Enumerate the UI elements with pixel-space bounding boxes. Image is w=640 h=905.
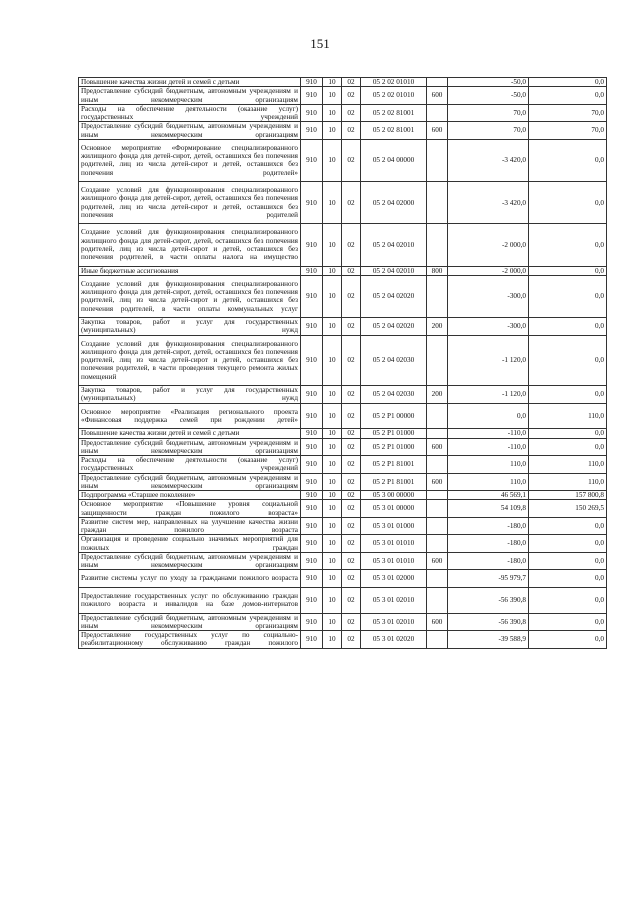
- grbs-code-cell: 910: [301, 500, 323, 518]
- table-row: [79, 587, 607, 613]
- subsection-code-cell: 02: [342, 78, 361, 87]
- subsection-code-cell: 02: [342, 517, 361, 535]
- table-row: [79, 182, 607, 224]
- target-article-cell: 05 2 P1 00000: [361, 403, 427, 429]
- expense-name-cell: Создание условий для функционирования специализированного жилищного фонда для детей-сирот, детей, оставшихся без попечения родителей, лиц из числа детей-сирот и детей, оставшихся без попечения родителей: [79, 182, 301, 224]
- table-row: [79, 78, 607, 87]
- amount-year1-cell: -110,0: [448, 438, 529, 456]
- table-row: [79, 552, 607, 570]
- amount-year1-cell: -1 120,0: [448, 335, 529, 386]
- amount-year1-cell: -56 390,8: [448, 613, 529, 631]
- amount-year1-cell: -180,0: [448, 535, 529, 553]
- section-code-cell: 10: [323, 87, 342, 105]
- target-article-cell: 05 2 02 01010: [361, 87, 427, 105]
- grbs-code-cell: 910: [301, 104, 323, 122]
- table-row: [79, 87, 607, 105]
- amount-year2-cell: 0,0: [529, 587, 607, 613]
- expense-type-cell: [427, 570, 448, 588]
- expense-name-cell: Предоставление субсидий бюджетным, автономным учреждениям и иным некоммерческим организациям: [79, 473, 301, 491]
- table-row: [79, 613, 607, 631]
- expense-type-cell: [427, 491, 448, 500]
- expense-type-cell: [427, 517, 448, 535]
- grbs-code-cell: 910: [301, 335, 323, 386]
- section-code-cell: 10: [323, 456, 342, 474]
- section-code-cell: 10: [323, 335, 342, 386]
- amount-year2-cell: 0,0: [529, 429, 607, 438]
- subsection-code-cell: 02: [342, 438, 361, 456]
- grbs-code-cell: 910: [301, 87, 323, 105]
- amount-year1-cell: -1 120,0: [448, 386, 529, 404]
- amount-year2-cell: 0,0: [529, 266, 607, 275]
- table-row: [79, 335, 607, 386]
- target-article-cell: 05 3 01 02020: [361, 631, 427, 649]
- table-row: [79, 224, 607, 266]
- table-body: [79, 78, 607, 649]
- grbs-code-cell: 910: [301, 491, 323, 500]
- grbs-code-cell: 910: [301, 631, 323, 649]
- grbs-code-cell: 910: [301, 587, 323, 613]
- subsection-code-cell: 02: [342, 456, 361, 474]
- section-code-cell: 10: [323, 491, 342, 500]
- section-code-cell: 10: [323, 266, 342, 275]
- target-article-cell: 05 2 02 01010: [361, 78, 427, 87]
- grbs-code-cell: 910: [301, 613, 323, 631]
- expense-type-cell: 600: [427, 122, 448, 140]
- subsection-code-cell: 02: [342, 335, 361, 386]
- expense-name-cell: Развитие систем мер, направленных на улучшение качества жизни граждан пожилого возраста: [79, 517, 301, 535]
- amount-year2-cell: 0,0: [529, 275, 607, 317]
- table-row: [79, 631, 607, 649]
- grbs-code-cell: 910: [301, 318, 323, 336]
- expense-type-cell: [427, 78, 448, 87]
- page-number: 151: [310, 36, 330, 51]
- target-article-cell: 05 3 01 02000: [361, 570, 427, 588]
- target-article-cell: 05 3 01 02010: [361, 613, 427, 631]
- section-code-cell: 10: [323, 552, 342, 570]
- expense-type-cell: [427, 456, 448, 474]
- subsection-code-cell: 02: [342, 552, 361, 570]
- subsection-code-cell: 02: [342, 318, 361, 336]
- amount-year1-cell: 54 109,8: [448, 500, 529, 518]
- amount-year2-cell: 0,0: [529, 182, 607, 224]
- expense-name-cell: Создание условий для функционирования специализированного жилищного фонда для детей-сирот, детей, оставшихся без попечения родителей, лиц из числа детей-сирот и детей, оставшихся без попечения родителей, в части оплаты налога на имущество: [79, 224, 301, 266]
- target-article-cell: 05 2 04 00000: [361, 139, 427, 181]
- amount-year2-cell: 150 269,5: [529, 500, 607, 518]
- target-article-cell: 05 3 01 01000: [361, 517, 427, 535]
- expense-name-cell: Повышение качества жизни детей и семей с детьми: [79, 429, 301, 438]
- expense-name-cell: Основное мероприятие «Реализация регионального проекта «Финансовая поддержка семей при рождении детей»: [79, 403, 301, 429]
- target-article-cell: 05 2 04 02010: [361, 266, 427, 275]
- grbs-code-cell: 910: [301, 139, 323, 181]
- table-row: [79, 535, 607, 553]
- amount-year1-cell: -3 420,0: [448, 182, 529, 224]
- grbs-code-cell: 910: [301, 473, 323, 491]
- amount-year2-cell: 110,0: [529, 456, 607, 474]
- table-row: [79, 403, 607, 429]
- amount-year2-cell: 0,0: [529, 335, 607, 386]
- expense-name-cell: Подпрограмма «Старшее поколение»: [79, 491, 301, 500]
- amount-year1-cell: 110,0: [448, 456, 529, 474]
- expense-type-cell: 600: [427, 87, 448, 105]
- amount-year1-cell: -2 000,0: [448, 266, 529, 275]
- table-row: [79, 473, 607, 491]
- table-row: [79, 517, 607, 535]
- grbs-code-cell: 910: [301, 266, 323, 275]
- expense-name-cell: Развитие системы услуг по уходу за гражданами пожилого возраста: [79, 570, 301, 588]
- amount-year1-cell: -300,0: [448, 318, 529, 336]
- expense-name-cell: Повышение качества жизни детей и семей с детьми: [79, 78, 301, 87]
- grbs-code-cell: 910: [301, 535, 323, 553]
- table-row: [79, 275, 607, 317]
- expense-type-cell: 600: [427, 613, 448, 631]
- target-article-cell: 05 2 P1 01000: [361, 429, 427, 438]
- amount-year1-cell: -50,0: [448, 78, 529, 87]
- target-article-cell: 05 3 01 00000: [361, 500, 427, 518]
- amount-year2-cell: 0,0: [529, 318, 607, 336]
- expense-type-cell: [427, 224, 448, 266]
- expense-type-cell: [427, 535, 448, 553]
- subsection-code-cell: 02: [342, 87, 361, 105]
- grbs-code-cell: 910: [301, 275, 323, 317]
- amount-year2-cell: 0,0: [529, 78, 607, 87]
- amount-year2-cell: 110,0: [529, 473, 607, 491]
- subsection-code-cell: 02: [342, 429, 361, 438]
- target-article-cell: 05 3 01 01010: [361, 552, 427, 570]
- expense-name-cell: Основное мероприятие «Формирование специализированного жилищного фонда для детей-сирот, детей, оставшихся без попечения родителей, лиц из числа детей-сирот и детей, оставшихся без попечения родителей»: [79, 139, 301, 181]
- table-row: [79, 386, 607, 404]
- target-article-cell: 05 3 01 01010: [361, 535, 427, 553]
- section-code-cell: 10: [323, 275, 342, 317]
- amount-year1-cell: 70,0: [448, 104, 529, 122]
- expense-type-cell: [427, 429, 448, 438]
- amount-year1-cell: 46 569,1: [448, 491, 529, 500]
- amount-year1-cell: -300,0: [448, 275, 529, 317]
- grbs-code-cell: 910: [301, 570, 323, 588]
- table-row: [79, 500, 607, 518]
- amount-year2-cell: 70,0: [529, 104, 607, 122]
- amount-year1-cell: 0,0: [448, 403, 529, 429]
- section-code-cell: 10: [323, 535, 342, 553]
- grbs-code-cell: 910: [301, 224, 323, 266]
- amount-year2-cell: 0,0: [529, 535, 607, 553]
- amount-year2-cell: 0,0: [529, 438, 607, 456]
- expense-type-cell: [427, 500, 448, 518]
- subsection-code-cell: 02: [342, 535, 361, 553]
- target-article-cell: 05 2 02 81001: [361, 104, 427, 122]
- table-row: [79, 438, 607, 456]
- section-code-cell: 10: [323, 139, 342, 181]
- amount-year2-cell: 0,0: [529, 631, 607, 649]
- subsection-code-cell: 02: [342, 139, 361, 181]
- section-code-cell: 10: [323, 631, 342, 649]
- amount-year2-cell: 0,0: [529, 570, 607, 588]
- target-article-cell: 05 2 04 02030: [361, 386, 427, 404]
- section-code-cell: 10: [323, 386, 342, 404]
- grbs-code-cell: 910: [301, 517, 323, 535]
- subsection-code-cell: 02: [342, 122, 361, 140]
- grbs-code-cell: 910: [301, 182, 323, 224]
- amount-year2-cell: 157 800,8: [529, 491, 607, 500]
- section-code-cell: 10: [323, 570, 342, 588]
- target-article-cell: 05 2 P1 81001: [361, 473, 427, 491]
- grbs-code-cell: 910: [301, 552, 323, 570]
- section-code-cell: 10: [323, 613, 342, 631]
- table-row: [79, 429, 607, 438]
- section-code-cell: 10: [323, 104, 342, 122]
- amount-year1-cell: -39 588,9: [448, 631, 529, 649]
- amount-year1-cell: 110,0: [448, 473, 529, 491]
- expense-name-cell: Расходы на обеспечение деятельности (оказание услуг) государственных учреждений: [79, 456, 301, 474]
- section-code-cell: 10: [323, 122, 342, 140]
- expense-type-cell: [427, 631, 448, 649]
- amount-year1-cell: -110,0: [448, 429, 529, 438]
- expense-type-cell: 600: [427, 473, 448, 491]
- grbs-code-cell: 910: [301, 386, 323, 404]
- amount-year2-cell: 0,0: [529, 224, 607, 266]
- amount-year2-cell: 0,0: [529, 386, 607, 404]
- expense-name-cell: Предоставление субсидий бюджетным, автономным учреждениям и иным некоммерческим организациям: [79, 613, 301, 631]
- amount-year2-cell: 110,0: [529, 403, 607, 429]
- table-row: [79, 491, 607, 500]
- expense-type-cell: 600: [427, 552, 448, 570]
- subsection-code-cell: 02: [342, 224, 361, 266]
- section-code-cell: 10: [323, 224, 342, 266]
- amount-year1-cell: -180,0: [448, 552, 529, 570]
- expense-type-cell: 800: [427, 266, 448, 275]
- target-article-cell: 05 2 04 02020: [361, 318, 427, 336]
- section-code-cell: 10: [323, 587, 342, 613]
- target-article-cell: 05 3 01 02010: [361, 587, 427, 613]
- amount-year1-cell: -180,0: [448, 517, 529, 535]
- amount-year1-cell: -2 000,0: [448, 224, 529, 266]
- expense-name-cell: Иные бюджетные ассигнования: [79, 266, 301, 275]
- subsection-code-cell: 02: [342, 386, 361, 404]
- target-article-cell: 05 2 04 02020: [361, 275, 427, 317]
- expense-type-cell: 200: [427, 318, 448, 336]
- target-article-cell: 05 3 00 00000: [361, 491, 427, 500]
- amount-year2-cell: 0,0: [529, 613, 607, 631]
- expense-name-cell: Основное мероприятие «Повышение уровня социальной защищенности граждан пожилого возраста»: [79, 500, 301, 518]
- expense-name-cell: Предоставление субсидий бюджетным, автономным учреждениям и иным некоммерческим организациям: [79, 87, 301, 105]
- expense-type-cell: [427, 104, 448, 122]
- target-article-cell: 05 2 P1 01000: [361, 438, 427, 456]
- expense-name-cell: Создание условий для функционирования специализированного жилищного фонда для детей-сирот, детей, оставшихся без попечения родителей, лиц из числа детей-сирот и детей, оставшихся без попечения родителей, в части оплаты коммунальных услуг: [79, 275, 301, 317]
- expense-type-cell: [427, 182, 448, 224]
- expense-name-cell: Закупка товаров, работ и услуг для государственных (муниципальных) нужд: [79, 318, 301, 336]
- target-article-cell: 05 2 04 02000: [361, 182, 427, 224]
- expense-type-cell: [427, 335, 448, 386]
- amount-year2-cell: 0,0: [529, 87, 607, 105]
- subsection-code-cell: 02: [342, 587, 361, 613]
- target-article-cell: 05 2 02 81001: [361, 122, 427, 140]
- table-row: [79, 456, 607, 474]
- grbs-code-cell: 910: [301, 456, 323, 474]
- target-article-cell: 05 2 P1 81001: [361, 456, 427, 474]
- table-row: [79, 104, 607, 122]
- subsection-code-cell: 02: [342, 613, 361, 631]
- section-code-cell: 10: [323, 429, 342, 438]
- subsection-code-cell: 02: [342, 491, 361, 500]
- expense-name-cell: Предоставление субсидий бюджетным, автономным учреждениям и иным некоммерческим организациям: [79, 122, 301, 140]
- expense-name-cell: Закупка товаров, работ и услуг для государственных (муниципальных) нужд: [79, 386, 301, 404]
- table-row: [79, 139, 607, 181]
- amount-year2-cell: 0,0: [529, 552, 607, 570]
- section-code-cell: 10: [323, 517, 342, 535]
- grbs-code-cell: 910: [301, 438, 323, 456]
- subsection-code-cell: 02: [342, 266, 361, 275]
- table-row: [79, 266, 607, 275]
- expense-type-cell: [427, 403, 448, 429]
- section-code-cell: 10: [323, 473, 342, 491]
- amount-year1-cell: 70,0: [448, 122, 529, 140]
- section-code-cell: 10: [323, 182, 342, 224]
- table-row: [79, 570, 607, 588]
- target-article-cell: 05 2 04 02030: [361, 335, 427, 386]
- amount-year2-cell: 70,0: [529, 122, 607, 140]
- table-row: [79, 122, 607, 140]
- expense-name-cell: Предоставление государственных услуг по обслуживанию граждан пожилого возраста и инвалидов на базе домов-интернатов: [79, 587, 301, 613]
- expense-type-cell: 600: [427, 438, 448, 456]
- subsection-code-cell: 02: [342, 182, 361, 224]
- table-row: [79, 318, 607, 336]
- subsection-code-cell: 02: [342, 275, 361, 317]
- grbs-code-cell: 910: [301, 403, 323, 429]
- section-code-cell: 10: [323, 78, 342, 87]
- expense-name-cell: Предоставление субсидий бюджетным, автономным учреждениям и иным некоммерческим организациям: [79, 438, 301, 456]
- subsection-code-cell: 02: [342, 570, 361, 588]
- expense-name-cell: Создание условий для функционирования специализированного жилищного фонда для детей-сирот, детей, оставшихся без попечения родителей, лиц из числа детей-сирот и детей, оставшихся без попечения родителей, в части проведения текущего ремонта жилых помещений: [79, 335, 301, 386]
- amount-year1-cell: -56 390,8: [448, 587, 529, 613]
- amount-year1-cell: -3 420,0: [448, 139, 529, 181]
- amount-year2-cell: 0,0: [529, 139, 607, 181]
- budget-table: [78, 77, 607, 649]
- expense-type-cell: [427, 139, 448, 181]
- amount-year1-cell: -95 979,7: [448, 570, 529, 588]
- expense-type-cell: [427, 587, 448, 613]
- expense-type-cell: [427, 275, 448, 317]
- grbs-code-cell: 910: [301, 78, 323, 87]
- expense-name-cell: Предоставление государственных услуг по социально-реабилитационному обслуживанию граждан пожилого: [79, 631, 301, 649]
- grbs-code-cell: 910: [301, 122, 323, 140]
- subsection-code-cell: 02: [342, 104, 361, 122]
- subsection-code-cell: 02: [342, 403, 361, 429]
- grbs-code-cell: 910: [301, 429, 323, 438]
- amount-year2-cell: 0,0: [529, 517, 607, 535]
- section-code-cell: 10: [323, 500, 342, 518]
- subsection-code-cell: 02: [342, 473, 361, 491]
- subsection-code-cell: 02: [342, 631, 361, 649]
- expense-name-cell: Предоставление субсидий бюджетным, автономным учреждениям и иным некоммерческим организациям: [79, 552, 301, 570]
- section-code-cell: 10: [323, 403, 342, 429]
- expense-name-cell: Организация и проведение социально значимых мероприятий для пожилых граждан: [79, 535, 301, 553]
- section-code-cell: 10: [323, 318, 342, 336]
- target-article-cell: 05 2 04 02010: [361, 224, 427, 266]
- expense-name-cell: Расходы на обеспечение деятельности (оказание услуг) государственных учреждений: [79, 104, 301, 122]
- amount-year1-cell: -50,0: [448, 87, 529, 105]
- subsection-code-cell: 02: [342, 500, 361, 518]
- expense-type-cell: 200: [427, 386, 448, 404]
- section-code-cell: 10: [323, 438, 342, 456]
